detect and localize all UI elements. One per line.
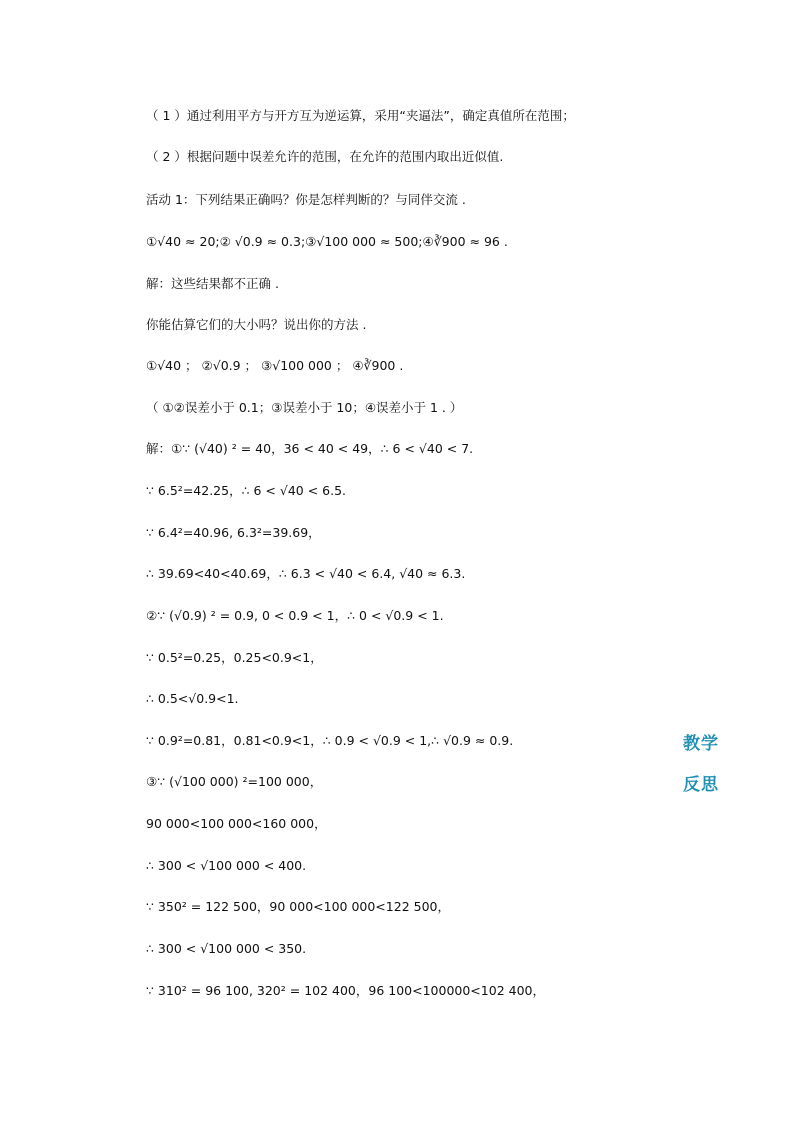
text-line: 解：这些结果都不正确 . — [146, 276, 279, 291]
text-line: ∴ 39.69<40<40.69，∴ 6.3 < √40 < 6.4, √40 ≈ 6.3. — [146, 566, 466, 581]
text-line: （ 1 ）通过利用平方与开方互为逆运算，采用“夹逼法”，确定真值所在范围； — [146, 108, 575, 123]
text-line: ∵ 350² = 122 500，90 000<100 000<122 500， — [146, 899, 450, 914]
text-line: ③∵ (√100 000) ²=100 000， — [146, 774, 323, 789]
text-line: （ 2 ）根据问题中误差允许的范围，在允许的范围内取出近似值. — [146, 149, 504, 164]
text-line: ∴ 300 < √100 000 < 400. — [146, 858, 307, 873]
text-line: ①√40 ； ②√0.9 ； ③√100 000 ； ④∛900 . — [146, 358, 404, 373]
text-line: ∴ 300 < √100 000 < 350. — [146, 941, 307, 956]
side-note-teaching: 教学 — [683, 734, 719, 754]
text-line: ∵ 6.4²=40.96, 6.3²=39.69， — [146, 525, 321, 540]
text-line: ∵ 0.9²=0.81，0.81<0.9<1，∴ 0.9 < √0.9 < 1,∴ √0.9 ≈ 0.9. — [146, 733, 514, 748]
text-line: 90 000<100 000<160 000， — [146, 816, 327, 831]
text-line: ∵ 310² = 96 100, 320² = 102 400，96 100<100000<102 400， — [146, 983, 545, 998]
text-line: （ ①②误差小于 0.1；③误差小于 10；④误差小于 1 . ） — [146, 400, 463, 415]
text-line: 活动 1：下列结果正确吗？你是怎样判断的？与同伴交流 . — [146, 192, 466, 207]
text-line: ∴ 0.5<√0.9<1. — [146, 691, 239, 706]
text-line: ∵ 0.5²=0.25，0.25<0.9<1， — [146, 650, 323, 665]
text-line: ②∵ (√0.9) ² = 0.9, 0 < 0.9 < 1，∴ 0 < √0.9 < 1. — [146, 608, 444, 623]
text-line: 解：①∵ (√40) ² = 40，36 < 40 < 49，∴ 6 < √40 < 7. — [146, 441, 474, 456]
text-line: 你能估算它们的大小吗？说出你的方法 . — [146, 317, 367, 332]
text-line: ∵ 6.5²=42.25，∴ 6 < √40 < 6.5. — [146, 483, 347, 498]
side-note-reflection: 反思 — [683, 775, 719, 795]
text-line: ①√40 ≈ 20;② √0.9 ≈ 0.3;③√100 000 ≈ 500;④∛900 ≈ 96 . — [146, 234, 508, 249]
